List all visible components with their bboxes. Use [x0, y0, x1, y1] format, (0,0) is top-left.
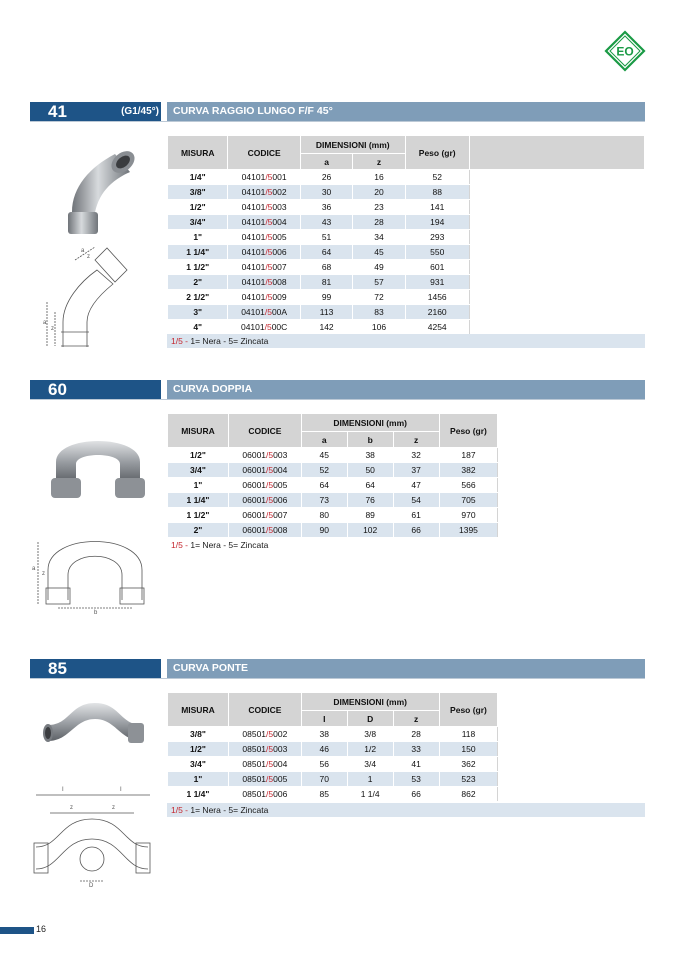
cell-misura: 1" [168, 230, 228, 245]
table-row [168, 742, 645, 757]
cell-dim: 106 [353, 320, 405, 335]
double-bend-diagram [30, 530, 160, 615]
cell-misura: 1 1/2" [168, 508, 229, 523]
cell-dim: 51 [300, 230, 352, 245]
section-header [30, 380, 645, 399]
svg-text:a: a [43, 320, 47, 326]
page-number: 16 [36, 924, 47, 934]
table-row [168, 523, 645, 538]
cell-dim: 64 [300, 245, 352, 260]
cell-dim: 30 [300, 185, 352, 200]
spec-table [167, 413, 645, 538]
cell-peso: 601 [405, 260, 469, 275]
double-bend-photo [48, 422, 148, 502]
svg-text:D: D [89, 883, 94, 889]
cell-peso: 88 [405, 185, 469, 200]
table-note [167, 334, 645, 348]
cell-peso: 52 [405, 170, 469, 185]
spec-table [167, 135, 645, 335]
cell-dim: 28 [353, 215, 405, 230]
cell-peso: 550 [405, 245, 469, 260]
cell-dim: 28 [393, 727, 439, 742]
cell-misura: 1 1/2" [168, 260, 228, 275]
cell-peso: 118 [439, 727, 498, 742]
col-dim: z [353, 154, 405, 170]
col-dim: D [347, 711, 393, 727]
cell-dim: 38 [301, 727, 347, 742]
spec-table [167, 692, 645, 802]
cell-dim: 64 [301, 478, 347, 493]
svg-text:z: z [112, 805, 115, 811]
cell-codice: 06001/5005 [228, 478, 301, 493]
cell-peso: 293 [405, 230, 469, 245]
table-row [168, 772, 645, 787]
cell-dim: 34 [353, 230, 405, 245]
col-dimensioni: DIMENSIONI (mm) [300, 136, 405, 154]
table-row [168, 448, 645, 463]
cell-misura: 1" [168, 772, 229, 787]
cell-misura: 1/2" [168, 448, 229, 463]
cell-misura: 3/4" [168, 757, 229, 772]
table-row [168, 185, 645, 200]
crossover-diagram [30, 777, 155, 892]
cell-misura: 2" [168, 275, 228, 290]
cell-dim: 89 [347, 508, 393, 523]
cell-misura: 3/4" [168, 215, 228, 230]
cell-peso: 931 [405, 275, 469, 290]
col-peso: Peso (gr) [405, 136, 469, 170]
cell-dim: 64 [347, 478, 393, 493]
note-code: 1/5 - [171, 540, 189, 550]
cell-dim: 36 [300, 200, 352, 215]
col-peso: Peso (gr) [439, 414, 498, 448]
svg-text:z: z [42, 571, 45, 577]
cell-dim: 113 [300, 305, 352, 320]
cell-peso: 705 [439, 493, 498, 508]
col-dim: b [347, 432, 393, 448]
cell-misura: 1/2" [168, 742, 229, 757]
cell-dim: 66 [393, 787, 439, 802]
table-row [168, 275, 645, 290]
section-number: 41 [30, 102, 161, 121]
cell-dim: 41 [393, 757, 439, 772]
section-85 [30, 659, 645, 899]
cell-dim: 43 [300, 215, 352, 230]
cell-codice: 08501/5002 [228, 727, 301, 742]
cell-dim: 72 [353, 290, 405, 305]
cell-dim: 16 [353, 170, 405, 185]
col-dim: z [393, 432, 439, 448]
cell-dim: 57 [353, 275, 405, 290]
table-row [168, 493, 645, 508]
table-row [168, 230, 645, 245]
cell-codice: 04101/500C [228, 320, 300, 335]
cell-dim: 73 [301, 493, 347, 508]
section-code: (G1/45°) [121, 106, 159, 117]
col-dim: z [393, 711, 439, 727]
cell-peso: 187 [439, 448, 498, 463]
section-header [30, 102, 645, 121]
note-text: 1= Nera - 5= Zincata [188, 805, 269, 815]
svg-text:a: a [32, 566, 36, 572]
logo-text: EO [616, 44, 634, 59]
section-60 [30, 380, 645, 615]
cell-dim: 81 [300, 275, 352, 290]
cell-misura: 1 1/4" [168, 245, 228, 260]
cell-dim: 70 [301, 772, 347, 787]
table-note [167, 538, 367, 552]
cell-dim: 61 [393, 508, 439, 523]
cell-codice: 04101/5002 [228, 185, 300, 200]
col-codice: CODICE [228, 136, 300, 170]
section-title: CURVA DOPPIA [167, 380, 645, 399]
table-row [168, 463, 645, 478]
elbow-45-photo [60, 142, 140, 242]
cell-misura: 4" [168, 320, 228, 335]
svg-text:I: I [62, 787, 64, 793]
cell-dim: 68 [300, 260, 352, 275]
cell-dim: 20 [353, 185, 405, 200]
cell-dim: 80 [301, 508, 347, 523]
section-title: CURVA PONTE [167, 659, 645, 678]
cell-codice: 04101/5005 [228, 230, 300, 245]
section-number: 85 [30, 659, 161, 678]
table-row [168, 170, 645, 185]
cell-dim: 3/8 [347, 727, 393, 742]
table-row [168, 508, 645, 523]
cell-dim: 90 [301, 523, 347, 538]
cell-codice: 04101/500A [228, 305, 300, 320]
cell-dim: 1 1/4 [347, 787, 393, 802]
note-text: 1= Nera - 5= Zincata [188, 336, 269, 346]
section-41 [30, 102, 645, 352]
cell-codice: 08501/5006 [228, 787, 301, 802]
col-codice: CODICE [228, 693, 301, 727]
table-row [168, 727, 645, 742]
table-row [168, 200, 645, 215]
cell-dim: 54 [393, 493, 439, 508]
cell-misura: 3/8" [168, 185, 228, 200]
col-misura: MISURA [168, 693, 229, 727]
section-title: CURVA RAGGIO LUNGO F/F 45° [167, 102, 645, 121]
cell-dim: 76 [347, 493, 393, 508]
cell-codice: 04101/5008 [228, 275, 300, 290]
col-misura: MISURA [168, 414, 229, 448]
cell-codice: 08501/5005 [228, 772, 301, 787]
table-row [168, 757, 645, 772]
svg-text:I: I [120, 787, 122, 793]
cell-peso: 150 [439, 742, 498, 757]
cell-peso: 141 [405, 200, 469, 215]
svg-text:b: b [94, 610, 98, 615]
cell-dim: 45 [301, 448, 347, 463]
elbow-45-diagram [35, 242, 145, 352]
cell-peso: 2160 [405, 305, 469, 320]
cell-peso: 523 [439, 772, 498, 787]
cell-dim: 142 [300, 320, 352, 335]
cell-codice: 06001/5006 [228, 493, 301, 508]
note-code: 1/5 - [171, 805, 189, 815]
cell-dim: 46 [301, 742, 347, 757]
note-code: 1/5 - [171, 336, 189, 346]
crossover-photo [40, 697, 150, 752]
cell-dim: 47 [393, 478, 439, 493]
svg-text:z: z [51, 326, 54, 332]
cell-codice: 04101/5004 [228, 215, 300, 230]
cell-codice: 04101/5003 [228, 200, 300, 215]
cell-dim: 52 [301, 463, 347, 478]
svg-text:z: z [87, 254, 90, 260]
cell-misura: 3" [168, 305, 228, 320]
cell-dim: 1 [347, 772, 393, 787]
table-row [168, 245, 645, 260]
cell-codice: 06001/5003 [228, 448, 301, 463]
section-header [30, 659, 645, 678]
cell-codice: 08501/5004 [228, 757, 301, 772]
cell-dim: 3/4 [347, 757, 393, 772]
cell-dim: 37 [393, 463, 439, 478]
cell-misura: 1/2" [168, 200, 228, 215]
table-row [168, 305, 645, 320]
col-dim: I [301, 711, 347, 727]
cell-codice: 06001/5007 [228, 508, 301, 523]
cell-misura: 1 1/4" [168, 493, 229, 508]
col-dim: a [301, 432, 347, 448]
cell-codice: 06001/5008 [228, 523, 301, 538]
cell-codice: 06001/5004 [228, 463, 301, 478]
cell-misura: 1 1/4" [168, 787, 229, 802]
cell-peso: 862 [439, 787, 498, 802]
cell-dim: 33 [393, 742, 439, 757]
cell-peso: 566 [439, 478, 498, 493]
page-bar [0, 927, 34, 934]
col-misura: MISURA [168, 136, 228, 170]
cell-dim: 45 [353, 245, 405, 260]
table-row [168, 787, 645, 802]
cell-codice: 04101/5001 [228, 170, 300, 185]
cell-misura: 2 1/2" [168, 290, 228, 305]
table-row [168, 478, 645, 493]
cell-dim: 26 [300, 170, 352, 185]
col-peso: Peso (gr) [439, 693, 498, 727]
col-dim: a [300, 154, 352, 170]
cell-misura: 2" [168, 523, 229, 538]
svg-text:z: z [70, 805, 73, 811]
table-row [168, 260, 645, 275]
cell-misura: 1/4" [168, 170, 228, 185]
table-row [168, 290, 645, 305]
cell-dim: 49 [353, 260, 405, 275]
cell-dim: 66 [393, 523, 439, 538]
cell-peso: 382 [439, 463, 498, 478]
cell-dim: 23 [353, 200, 405, 215]
section-number: 60 [30, 380, 161, 399]
cell-peso: 970 [439, 508, 498, 523]
cell-codice: 04101/5007 [228, 260, 300, 275]
table-row [168, 215, 645, 230]
cell-peso: 362 [439, 757, 498, 772]
cell-dim: 83 [353, 305, 405, 320]
cell-misura: 3/4" [168, 463, 229, 478]
cell-dim: 38 [347, 448, 393, 463]
cell-peso: 194 [405, 215, 469, 230]
cell-peso: 1395 [439, 523, 498, 538]
cell-codice: 04101/5006 [228, 245, 300, 260]
svg-text:a: a [81, 248, 85, 254]
cell-dim: 1/2 [347, 742, 393, 757]
col-dimensioni: DIMENSIONI (mm) [301, 693, 439, 711]
cell-peso: 1456 [405, 290, 469, 305]
table-note [167, 803, 645, 817]
cell-codice: 08501/5003 [228, 742, 301, 757]
cell-dim: 99 [300, 290, 352, 305]
cell-dim: 85 [301, 787, 347, 802]
cell-dim: 56 [301, 757, 347, 772]
cell-peso: 4254 [405, 320, 469, 335]
eo-logo [604, 30, 646, 72]
col-dimensioni: DIMENSIONI (mm) [301, 414, 439, 432]
cell-codice: 04101/5009 [228, 290, 300, 305]
table-row [168, 320, 645, 335]
cell-dim: 50 [347, 463, 393, 478]
cell-misura: 3/8" [168, 727, 229, 742]
cell-dim: 32 [393, 448, 439, 463]
cell-misura: 1" [168, 478, 229, 493]
cell-dim: 53 [393, 772, 439, 787]
cell-dim: 102 [347, 523, 393, 538]
col-codice: CODICE [228, 414, 301, 448]
note-text: 1= Nera - 5= Zincata [188, 540, 269, 550]
